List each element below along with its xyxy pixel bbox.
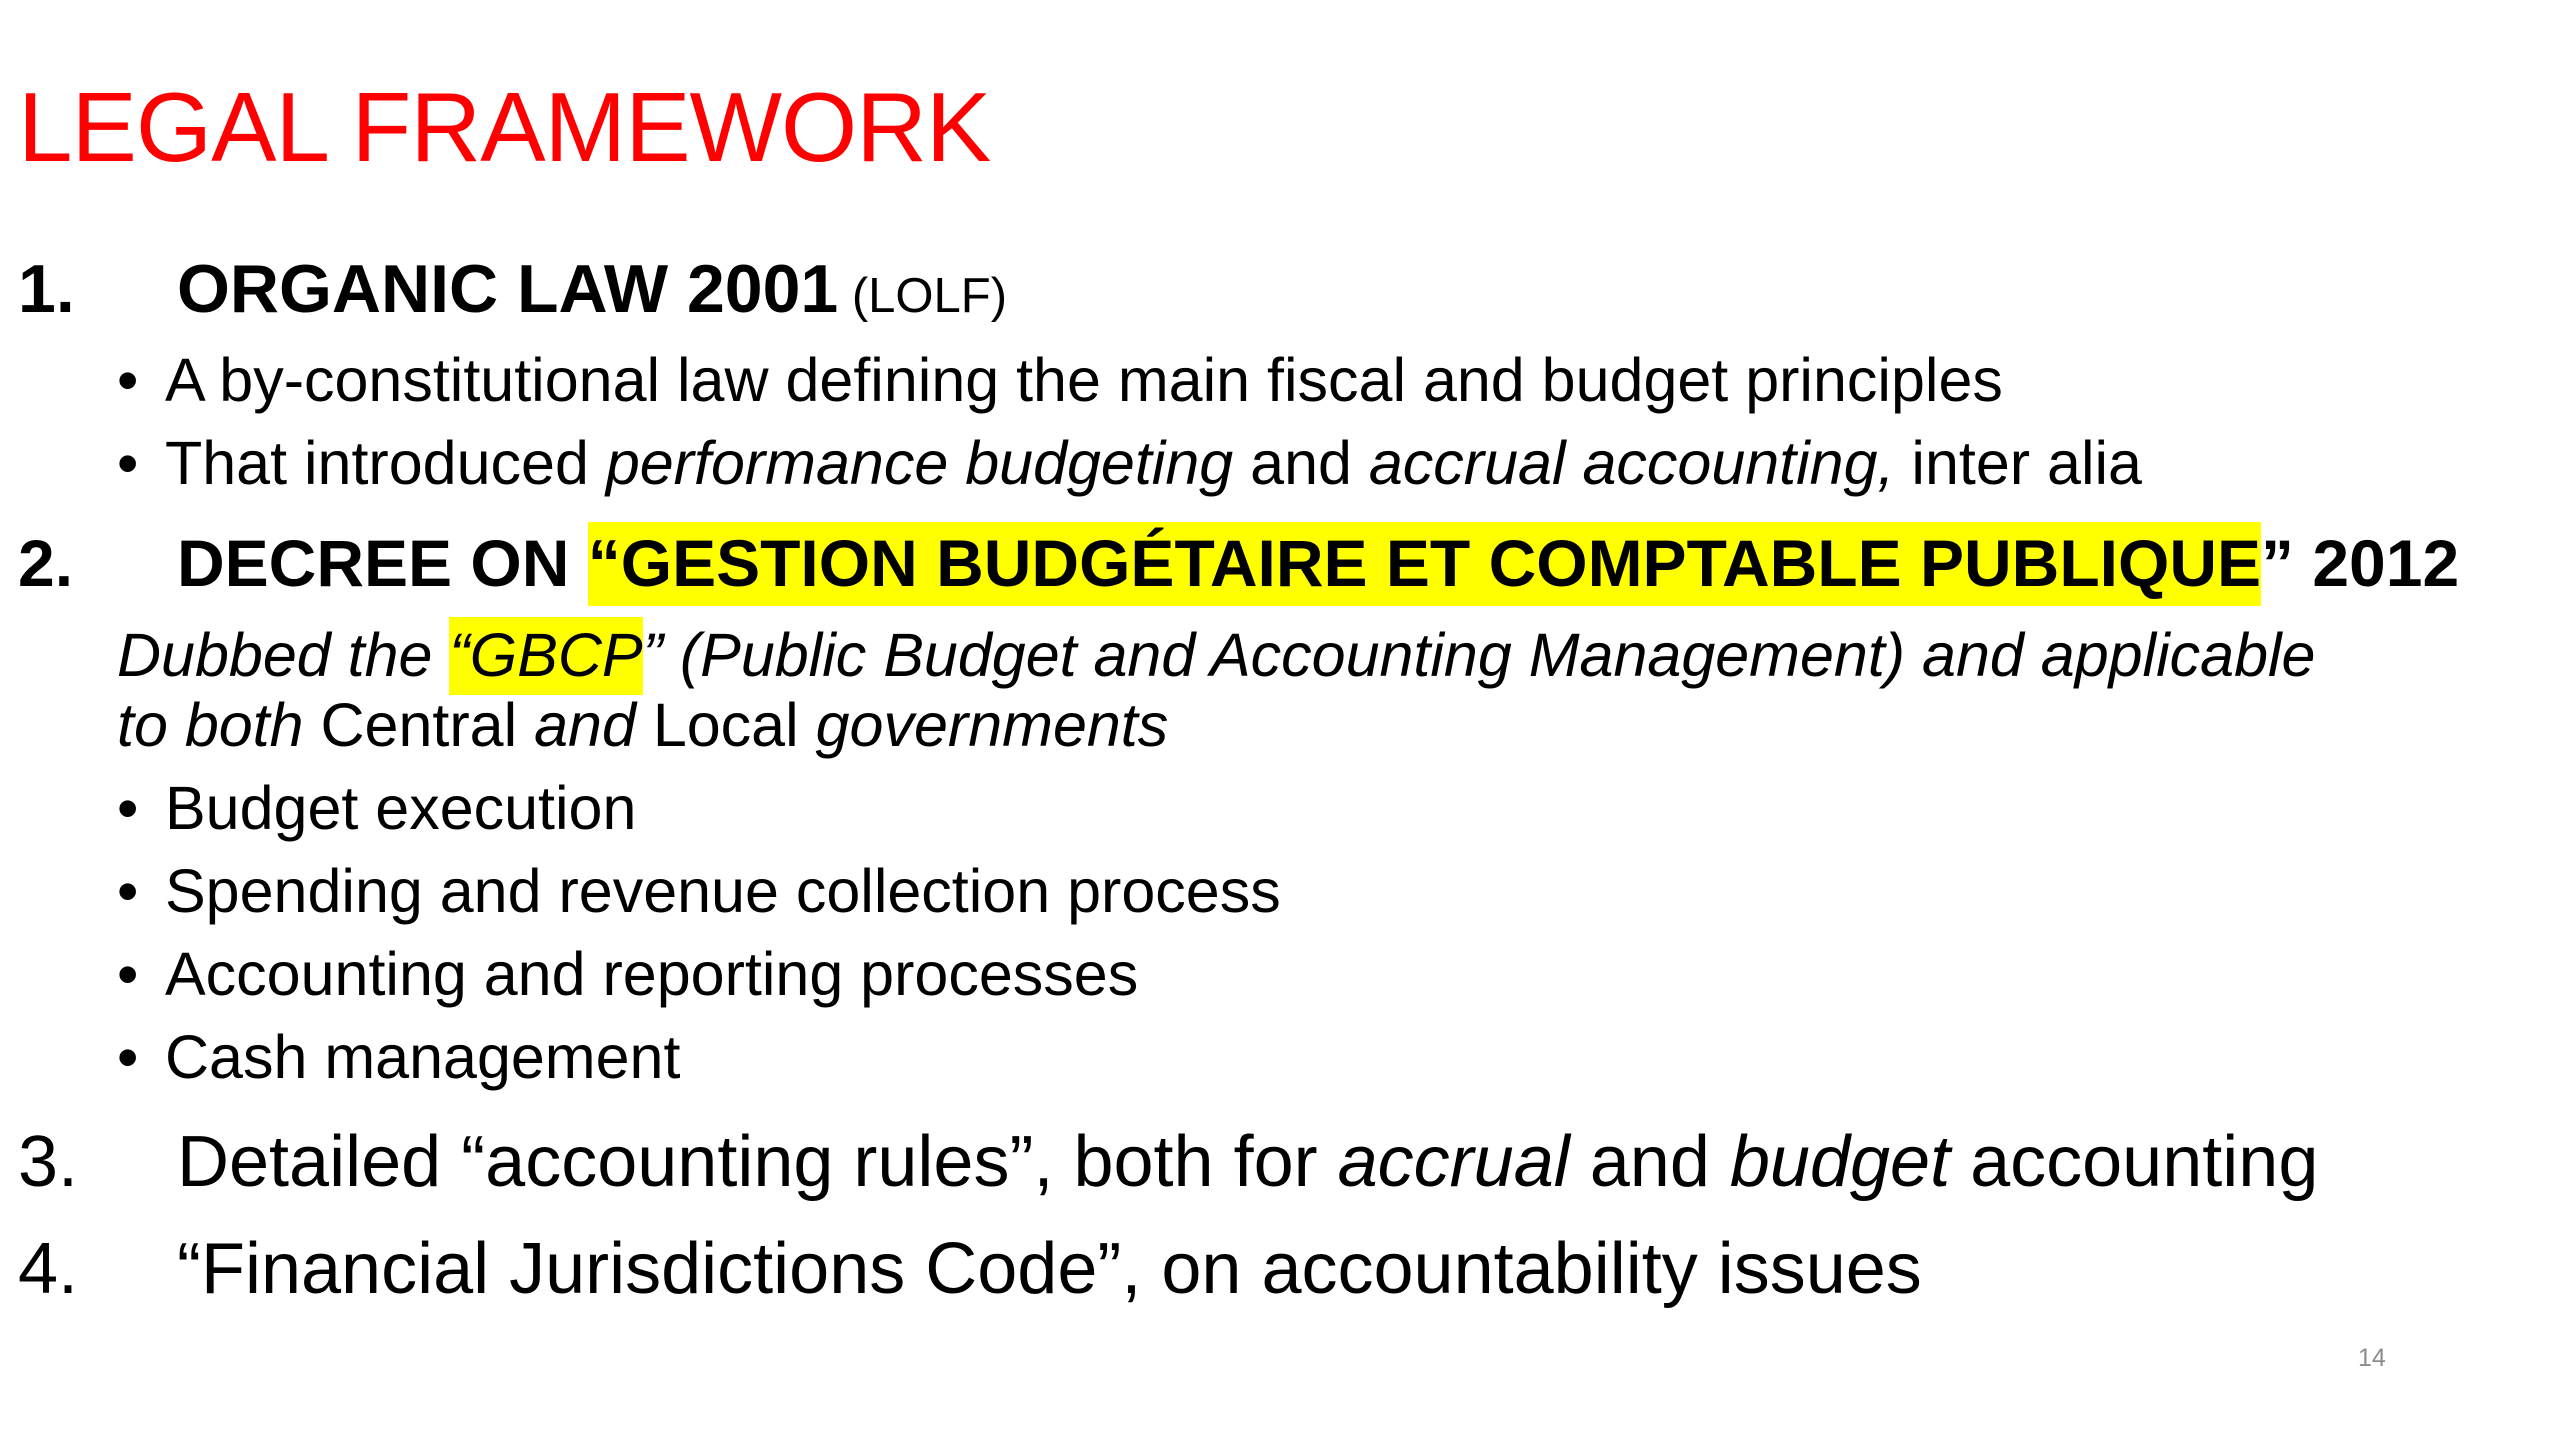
bullet-marker: • — [117, 1023, 139, 1091]
bullet-item — [117, 857, 1281, 925]
bullet-text: A by-constitutional law defining the main fiscal and budget principles — [165, 346, 2003, 414]
bullet-emphasis: accrual accounting, — [1368, 429, 1895, 497]
bullet-text-part: and — [1233, 429, 1369, 497]
bullet-marker: • — [117, 774, 139, 842]
bullet-marker: • — [117, 940, 139, 1008]
desc-text: Local — [635, 691, 816, 759]
highlighted-acronym: “GBCP — [449, 617, 642, 695]
highlighted-heading: “GESTION BUDGÉTAIRE ET COMPTABLE PUBLIQUE — [588, 522, 2261, 606]
desc-text: ” (Public Budget and Accounting Management) and applicable — [642, 621, 2316, 689]
item-number: 1. — [18, 251, 75, 327]
desc-text: and — [534, 691, 636, 759]
item-text — [177, 1122, 2319, 1202]
heading-text: ORGANIC LAW 2001 — [177, 251, 839, 327]
bullet-item — [117, 1023, 681, 1091]
bullet-marker: • — [117, 429, 139, 497]
item-text: “Financial Jurisdictions Code”, on accountability issues — [177, 1229, 1922, 1309]
item-number: 3. — [18, 1122, 79, 1202]
item-heading — [177, 251, 1008, 327]
bullet-item — [117, 774, 637, 842]
bullet-item — [117, 429, 2142, 497]
bullet-emphasis: performance budgeting — [605, 429, 1234, 497]
desc-text: Dubbed the — [117, 621, 450, 689]
bullet-item — [117, 346, 2003, 414]
heading-note: (LOLF) — [838, 269, 1008, 323]
bullet-marker: • — [117, 346, 139, 414]
slide-title: LEGAL FRAMEWORK — [18, 72, 991, 182]
heading-text: DECREE ON — [177, 526, 588, 600]
bullet-marker: • — [117, 857, 139, 925]
item-emphasis: accrual — [1337, 1122, 1570, 1202]
bullet-text: Budget execution — [165, 774, 637, 842]
item-number: 4. — [18, 1229, 79, 1309]
item-heading — [177, 526, 2460, 600]
bullet-text: Accounting and reporting processes — [165, 940, 1139, 1008]
desc-text: governments — [815, 691, 1169, 759]
desc-text: Central — [303, 691, 535, 759]
page-number: 14 — [2358, 1344, 2386, 1372]
heading-text: ” 2012 — [2261, 526, 2460, 600]
bullet-text-part: That introduced — [165, 429, 606, 497]
item-number: 2. — [18, 526, 74, 600]
bullet-item — [117, 940, 1139, 1008]
bullet-text: Cash management — [165, 1023, 681, 1091]
bullet-text-part: inter alia — [1894, 429, 2142, 497]
item-text-part: accounting — [1950, 1122, 2319, 1202]
decree-description-line-2 — [117, 691, 1169, 759]
bullet-text: Spending and revenue collection process — [165, 857, 1281, 925]
item-text-part: and — [1569, 1122, 1730, 1202]
item-emphasis: budget — [1729, 1122, 1951, 1202]
desc-text: to both — [117, 691, 304, 759]
item-text-part: Detailed “accounting rules”, both for — [177, 1122, 1338, 1202]
decree-description-line-1 — [117, 621, 2316, 689]
